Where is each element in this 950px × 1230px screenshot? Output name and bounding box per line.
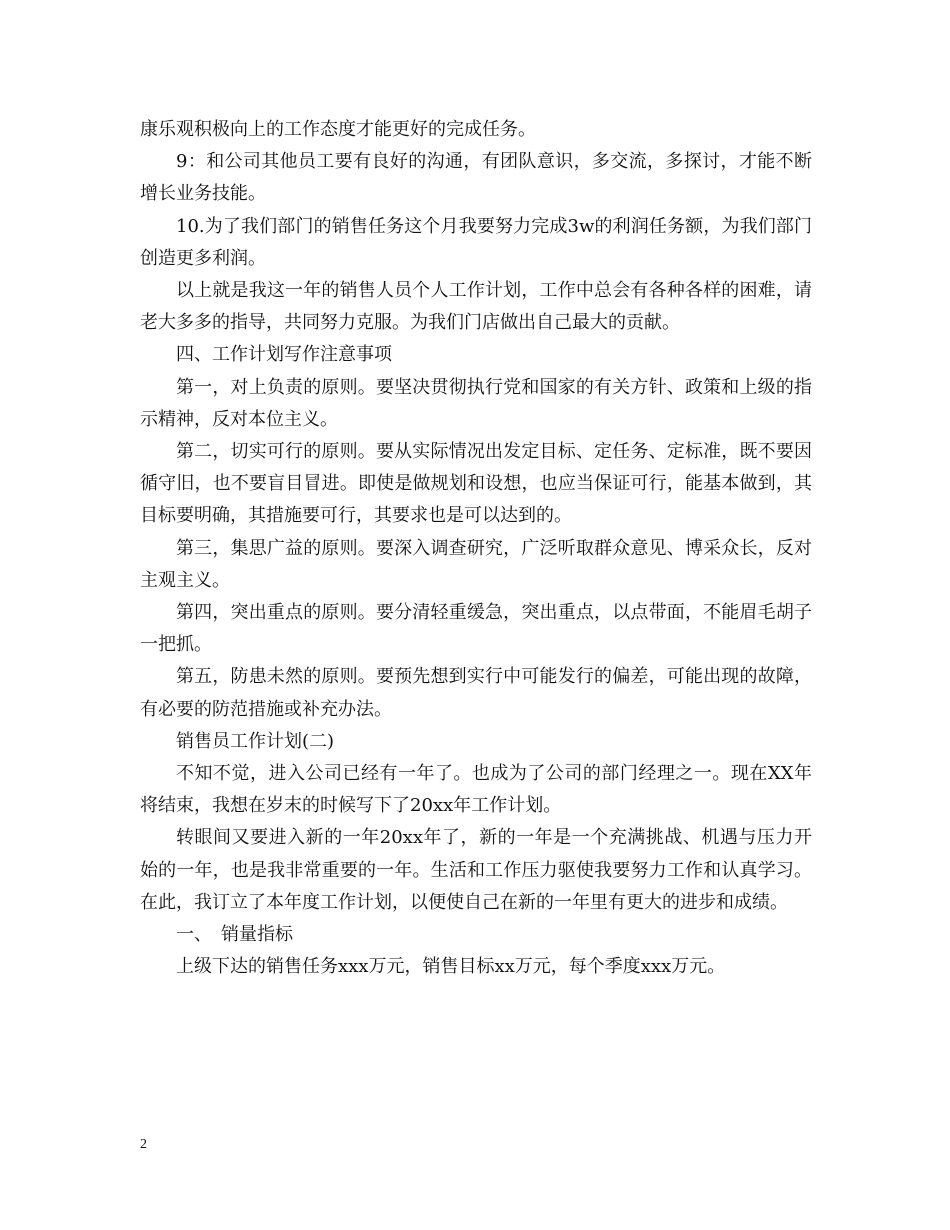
paragraph: 10.为了我们部门的销售任务这个月我要努力完成3w的利润任务额，为我们部门创造更多利润。 [140,215,812,269]
paragraph: 第二，切实可行的原则。要从实际情况出发定目标、定任务、定标准，既不要因循守旧，也不要盲目冒进。即使是做规划和设想，也应当保证可行，能基本做到，其目标要明确，其措施要可行，其要求也是可以达到的。 [140,441,812,527]
paragraph: 第五，防患未然的原则。要预先想到实行中可能发行的偏差，可能出现的故障，有必要的防范措施或补充办法。 [140,666,812,720]
paragraph: 转眼间又要进入新的一年20xx年了，新的一年是一个充满挑战、机遇与压力开始的一年，也是我非常重要的一年。生活和工作压力驱使我要努力工作和认真学习。在此，我订立了本年度工作计划，以便使自己在新的一年里有更大的进步和成绩。 [140,827,812,913]
document-subtitle: 销售员工作计划(二) [176,730,335,752]
paragraph: 第三，集思广益的原则。要深入调查研究，广泛听取群众意见、博采众长，反对主观主义。 [140,537,812,591]
paragraph: 以上就是我这一年的销售人员个人工作计划，工作中总会有各种各样的困难，请老大多多的指导，共同努力克服。为我们门店做出自己最大的贡献。 [140,280,812,334]
paragraph: 上级下达的销售任务xxx万元，销售目标xx万元，每个季度xxx万元。 [176,956,726,978]
section-heading: 四、工作计划写作注意事项 [176,344,392,366]
paragraph: 9：和公司其他员工要有良好的沟通，有团队意识，多交流，多探讨，才能不断增长业务技能。 [140,151,812,205]
document-body [140,114,812,983]
page-number: 2 [140,1137,147,1152]
paragraph: 第四，突出重点的原则。要分清轻重缓急，突出重点，以点带面，不能眉毛胡子一把抓。 [140,602,812,656]
paragraph: 不知不觉，进入公司已经有一年了。也成为了公司的部门经理之一。现在XX年将结束，我想在岁末的时候写下了20xx年工作计划。 [140,763,812,817]
paragraph: 第一，对上负责的原则。要坚决贯彻执行党和国家的有关方针、政策和上级的指示精神，反对本位主义。 [140,376,812,430]
section-heading: 一、 销量指标 [176,924,293,946]
paragraph: 康乐观积极向上的工作态度才能更好的完成任务。 [140,119,536,140]
